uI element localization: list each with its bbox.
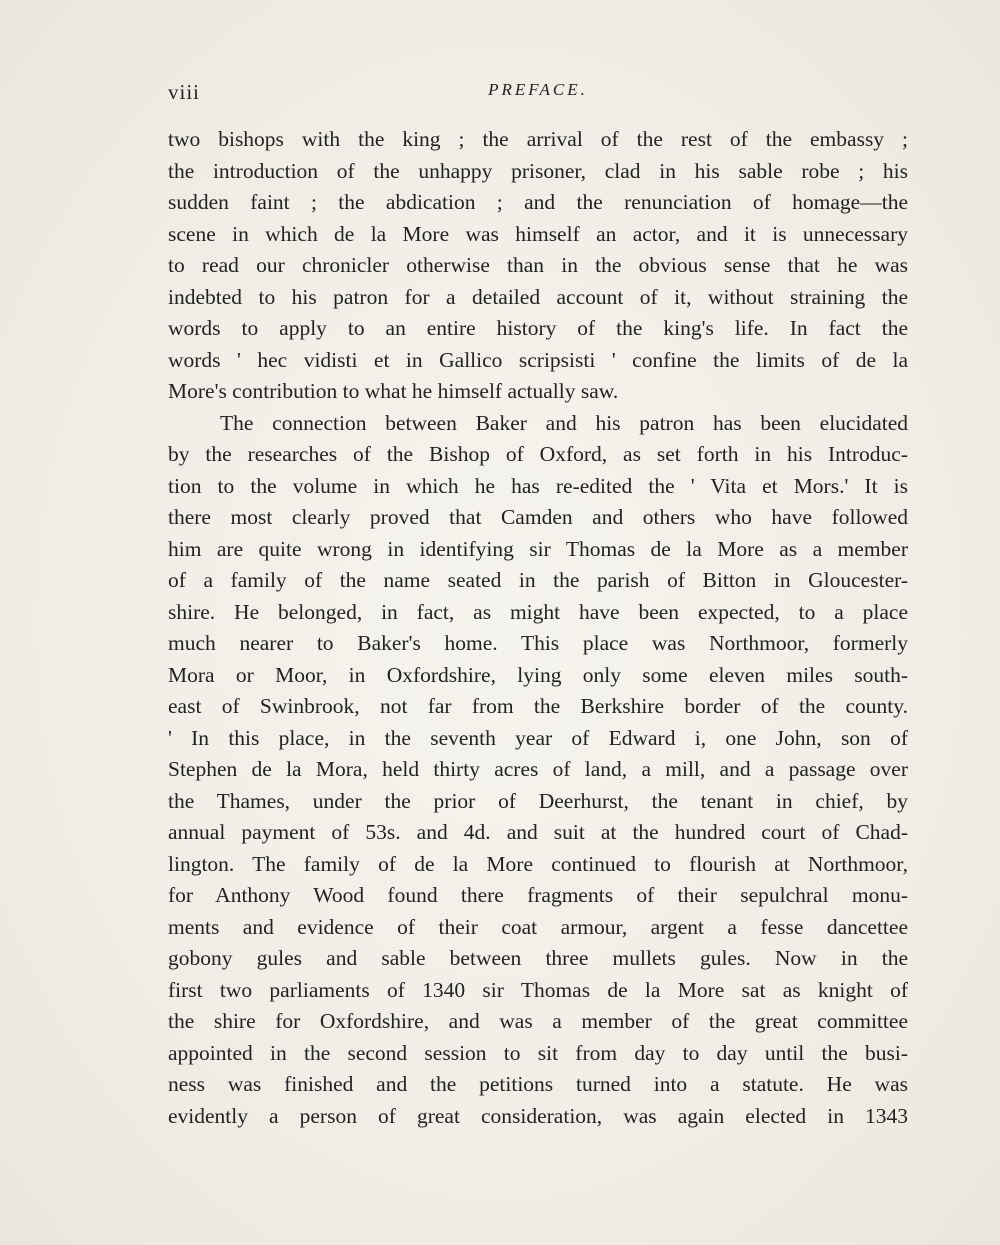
text-line: Stephen de la Mora, held thirty acres of land, a mill, and a passage over — [168, 757, 908, 781]
text-line: to read our chronicler otherwise than in the obvious sense that he was — [168, 253, 908, 277]
text-line: shire. He belonged, in fact, as might have been expected, to a place — [168, 599, 908, 624]
text-line: ' In this place, in the seventh year of Edward i, one John, son of — [168, 725, 908, 750]
body-text — [168, 124, 908, 1132]
text-line: scene in which de la More was himself an actor, and it is unnecessary — [168, 221, 908, 246]
text-line: there most clearly proved that Camden and others who have followed — [168, 505, 908, 529]
text-line: two bishops with the king ; the arrival of the rest of the embassy ; — [168, 127, 908, 151]
text-line: much nearer to Baker's home. This place was Northmoor, formerly — [168, 631, 908, 655]
text-line: indebted to his patron for a detailed account of it, without straining the — [168, 284, 908, 309]
running-title: PREFACE. — [488, 80, 588, 99]
text-line: Mora or Moor, in Oxfordshire, lying only some eleven miles south- — [168, 662, 908, 687]
text-line: the shire for Oxfordshire, and was a member of the great committee — [168, 1009, 908, 1033]
text-line: gobony gules and sable between three mullets gules. Now in the — [168, 946, 908, 970]
text-line: annual payment of 53s. and 4d. and suit at the hundred court of Chad- — [168, 820, 908, 844]
text-line: east of Swinbrook, not far from the Berkshire border of the county. — [168, 694, 908, 718]
text-line: first two parliaments of 1340 sir Thomas de la More sat as knight of — [168, 977, 908, 1002]
text-line: lington. The family of de la More continued to flourish at Northmoor, — [168, 851, 908, 876]
text-line: by the researches of the Bishop of Oxford, as set forth in his Introduc- — [168, 442, 908, 466]
text-line: ness was finished and the petitions turned into a statute. He was — [168, 1072, 908, 1096]
text-line: More's contribution to what he himself actually saw. — [168, 379, 619, 403]
text-line: the introduction of the unhappy prisoner, clad in his sable robe ; his — [168, 158, 908, 183]
running-head — [168, 80, 908, 104]
paragraph-first-line: The connection between Baker and his patron has been elucidated — [220, 410, 908, 435]
text-line: of a family of the name seated in the parish of Bitton in Gloucester- — [168, 568, 908, 592]
text-line: appointed in the second session to sit from day to day until the busi- — [168, 1040, 908, 1065]
text-line: for Anthony Wood found there fragments of their sepulchral monu- — [168, 883, 908, 907]
text-line: him are quite wrong in identifying sir Thomas de la More as a member — [168, 536, 908, 561]
text-line: sudden faint ; the abdication ; and the renunciation of homage—the — [168, 190, 908, 214]
text-line: the Thames, under the prior of Deerhurst, the tenant in chief, by — [168, 788, 908, 813]
text-line: tion to the volume in which he has re-edited the ' Vita et Mors.' It is — [168, 473, 908, 498]
text-line: ments and evidence of their coat armour, argent a fesse dancettee — [168, 914, 908, 939]
text-line: words to apply to an entire history of the king's life. In fact the — [168, 316, 908, 340]
text-line: words ' hec vidisti et in Gallico scripsisti ' confine the limits of de la — [168, 347, 908, 372]
page-number: viii — [168, 80, 201, 104]
text-line: evidently a person of great consideration, was again elected in 1343 — [168, 1103, 908, 1128]
